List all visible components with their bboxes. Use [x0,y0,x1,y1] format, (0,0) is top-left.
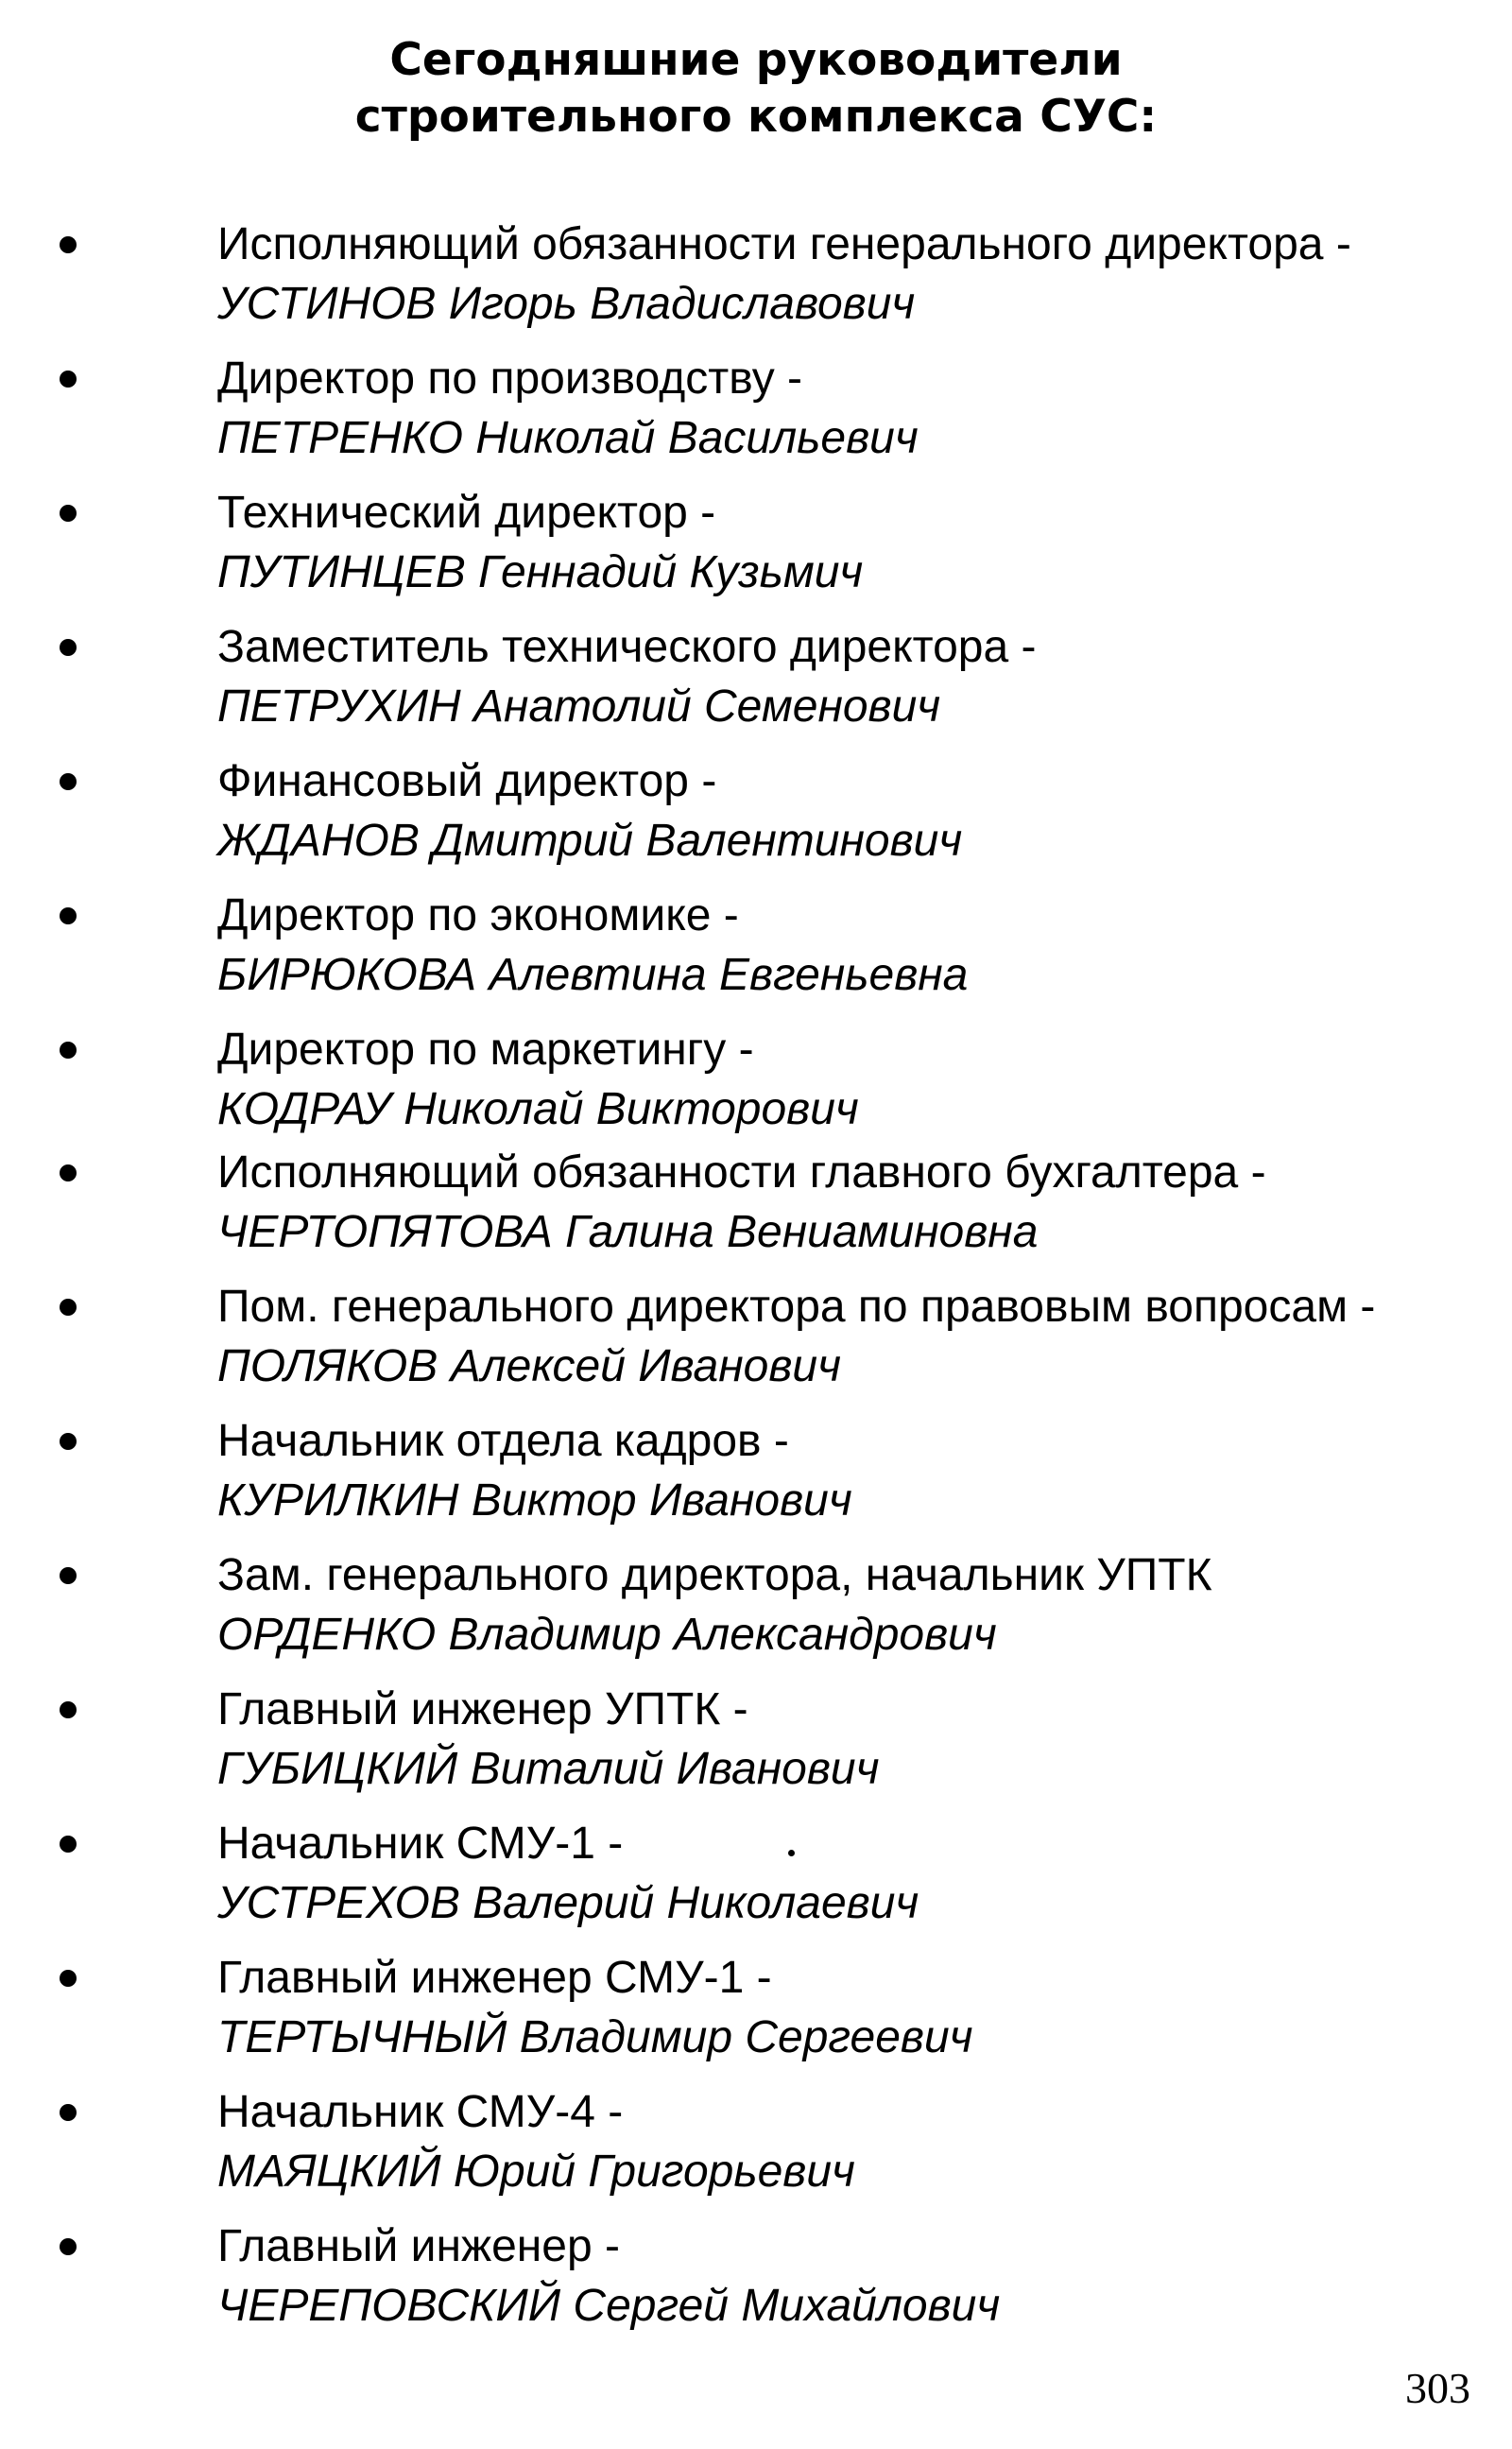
position-title: Пом. генерального директора по правовым вопросам - [217,1282,1376,1332]
bullet-icon [60,505,77,522]
person-name: ПЕТРЕНКО Николай Васильевич [217,413,919,463]
bullet-icon [60,1970,77,1987]
position-title: Главный инженер - [217,2221,620,2271]
list-item [0,2083,1512,2211]
person-name: КОДРАУ Николай Викторович [217,1084,859,1134]
page-title [0,32,1512,146]
bullet-icon [60,2238,77,2255]
position-title: Начальник отдела кадров - [217,1416,789,1466]
position-title: Финансовый директор - [217,756,717,806]
bullet-icon [60,1299,77,1316]
person-name: ЧЕРТОПЯТОВА Галина Вениаминовна [217,1207,1039,1257]
list-item [0,1412,1512,1540]
position-title: Исполняющий обязанности главного бухгалтера - [217,1147,1266,1198]
person-name: УСТРЕХОВ Валерий Николаевич [217,1878,919,1928]
list-item [0,1949,1512,2077]
stray-dot-mark [788,1850,795,1856]
position-title: Зам. генерального директора, начальник УПТК [217,1550,1212,1600]
person-name: КУРИЛКИН Виктор Иванович [217,1475,852,1526]
bullet-icon [60,907,77,924]
bullet-icon [60,1042,77,1059]
list-item [0,1021,1512,1148]
list-item [0,484,1512,612]
person-name: ОРДЕНКО Владимир Александрович [217,1610,997,1660]
page-number: 303 [1405,2364,1470,2412]
position-title: Главный инженер СМУ-1 - [217,1953,772,2003]
position-title: Начальник СМУ-1 - [217,1819,624,1869]
position-title: Главный инженер УПТК - [217,1684,748,1734]
person-name: ПЕТРУХИН Анатолий Семенович [217,681,941,732]
list-item [0,1681,1512,1808]
position-title: Директор по экономике - [217,890,739,940]
position-title: Начальник СМУ-4 - [217,2087,624,2137]
person-name: ЧЕРЕПОВСКИЙ Сергей Михайлович [217,2281,1001,2331]
list-item [0,887,1512,1014]
position-title: Исполняющий обязанности генерального директора - [217,219,1351,269]
bullet-icon [60,371,77,388]
bullet-icon [60,1433,77,1450]
list-item [0,1815,1512,1942]
list-item [0,752,1512,880]
bullet-icon [60,1836,77,1853]
list-item [0,2217,1512,2345]
person-name: БИРЮКОВА Алевтина Евгеньевна [217,950,969,1000]
person-name: ПОЛЯКОВ Алексей Иванович [217,1341,841,1391]
position-title: Директор по производству - [217,354,803,404]
list-item [0,350,1512,477]
bullet-icon [60,236,77,253]
bullet-icon [60,2104,77,2121]
position-title: Технический директор - [217,488,716,538]
list-item [0,216,1512,343]
person-name: ТЕРТЫЧНЫЙ Владимир Сергеевич [217,2012,973,2062]
bullet-icon [60,1567,77,1584]
position-title: Заместитель технического директора - [217,622,1037,672]
page-title-line-1: Сегодняшние руководители [389,34,1123,86]
person-name: ПУТИНЦЕВ Геннадий Кузьмич [217,547,864,597]
list-item [0,1278,1512,1406]
page-title-line-2: строительного комплекса СУС: [354,91,1158,143]
bullet-icon [60,639,77,656]
bullet-icon [60,1701,77,1718]
person-name: УСТИНОВ Игорь Владиславович [217,279,916,329]
bullet-icon [60,1164,77,1181]
person-name: МАЯЦКИЙ Юрий Григорьевич [217,2147,855,2197]
list-item [0,618,1512,746]
position-title: Директор по маркетингу - [217,1025,754,1075]
list-item [0,1144,1512,1271]
person-name: ЖДАНОВ Дмитрий Валентинович [217,816,963,866]
bullet-icon [60,773,77,790]
list-item [0,1546,1512,1674]
person-name: ГУБИЦКИЙ Виталий Иванович [217,1744,880,1794]
